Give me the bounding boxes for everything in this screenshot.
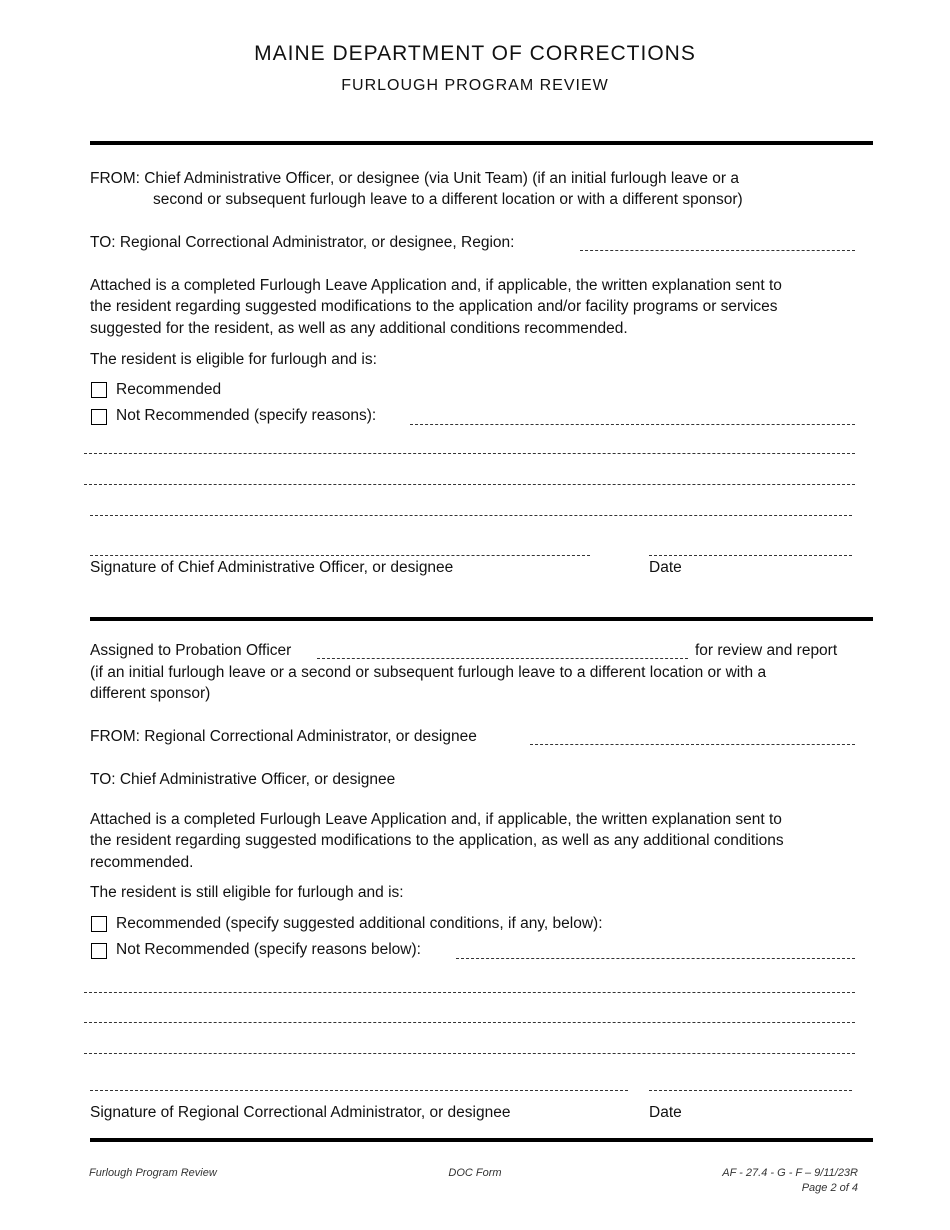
paragraph-line-1: Attached is a completed Furlough Leave Application and, if applicable, the written explanation sent to (90, 811, 782, 828)
not-recommended-label: Not Recommended (specify reasons): (116, 407, 377, 424)
reasons-line[interactable] (84, 1053, 855, 1054)
from-line-2: second or subsequent furlough leave to a different location or with a different sponsor) (153, 191, 743, 208)
section-divider-bottom (90, 1138, 873, 1142)
reasons-line[interactable] (84, 1022, 855, 1023)
reasons-line[interactable] (84, 453, 855, 454)
signature-label: Signature of Regional Correctional Administrator, or designee (90, 1104, 511, 1121)
reasons-line[interactable] (84, 992, 855, 993)
form-subtitle: FURLOUGH PROGRAM REVIEW (341, 77, 609, 94)
to-label: TO: Chief Administrative Officer, or designee (90, 771, 396, 788)
recommended-checkbox[interactable] (91, 916, 107, 932)
probation-officer-input[interactable] (317, 658, 688, 659)
from-line-1: FROM: Chief Administrative Officer, or designee (via Unit Team) (if an initial furlough leave or a (90, 170, 739, 187)
reasons-input[interactable] (410, 424, 855, 425)
paragraph-line-1: Attached is a completed Furlough Leave Application and, if applicable, the written explanation sent to (90, 277, 782, 294)
reasons-line[interactable] (84, 484, 855, 485)
signature-label: Signature of Chief Administrative Officer, or designee (90, 559, 454, 576)
eligibility-statement: The resident is eligible for furlough and is: (90, 351, 377, 368)
paragraph-line-3: suggested for the resident, as well as any additional conditions recommended. (90, 320, 628, 337)
section-divider-top (90, 141, 873, 145)
recommended-checkbox[interactable] (91, 382, 107, 398)
to-region-label: TO: Regional Correctional Administrator, or designee, Region: (90, 234, 515, 251)
signature-line[interactable] (90, 1090, 628, 1091)
not-recommended-checkbox[interactable] (91, 943, 107, 959)
assigned-line-3: different sponsor) (90, 685, 211, 702)
not-recommended-label: Not Recommended (specify reasons below): (116, 941, 421, 958)
reasons-line[interactable] (90, 515, 852, 516)
section-divider-middle (90, 617, 873, 621)
recommended-label: Recommended (specify suggested additional conditions, if any, below): (116, 915, 603, 932)
form-title: MAINE DEPARTMENT OF CORRECTIONS (254, 42, 696, 65)
assigned-suffix: for review and report (695, 642, 838, 659)
date-line[interactable] (649, 1090, 852, 1091)
paragraph-line-3: recommended. (90, 854, 194, 871)
recommended-label: Recommended (116, 381, 222, 398)
paragraph-line-2: the resident regarding suggested modifications to the application, as well as any additional conditions (90, 832, 784, 849)
not-recommended-checkbox[interactable] (91, 409, 107, 425)
administrator-input[interactable] (530, 744, 855, 745)
region-input[interactable] (580, 250, 855, 251)
reasons-input[interactable] (456, 958, 855, 959)
date-line[interactable] (649, 555, 852, 556)
paragraph-line-2: the resident regarding suggested modifications to the application and/or facility programs or services (90, 298, 778, 315)
footer-form-type: DOC Form (448, 1167, 502, 1179)
date-label: Date (649, 1104, 682, 1121)
signature-line[interactable] (90, 555, 590, 556)
footer-form-code: AF - 27.4 - G - F – 9/11/23R (722, 1167, 858, 1179)
eligibility-statement: The resident is still eligible for furlough and is: (90, 884, 404, 901)
footer-page-number: Page 2 of 4 (801, 1182, 858, 1194)
footer-form-name: Furlough Program Review (89, 1167, 217, 1179)
from-label: FROM: Regional Correctional Administrator, or designee (90, 728, 477, 745)
date-label: Date (649, 559, 682, 576)
assigned-label: Assigned to Probation Officer (90, 642, 292, 659)
assigned-line-2: (if an initial furlough leave or a second or subsequent furlough leave to a different location or with a (90, 664, 767, 681)
